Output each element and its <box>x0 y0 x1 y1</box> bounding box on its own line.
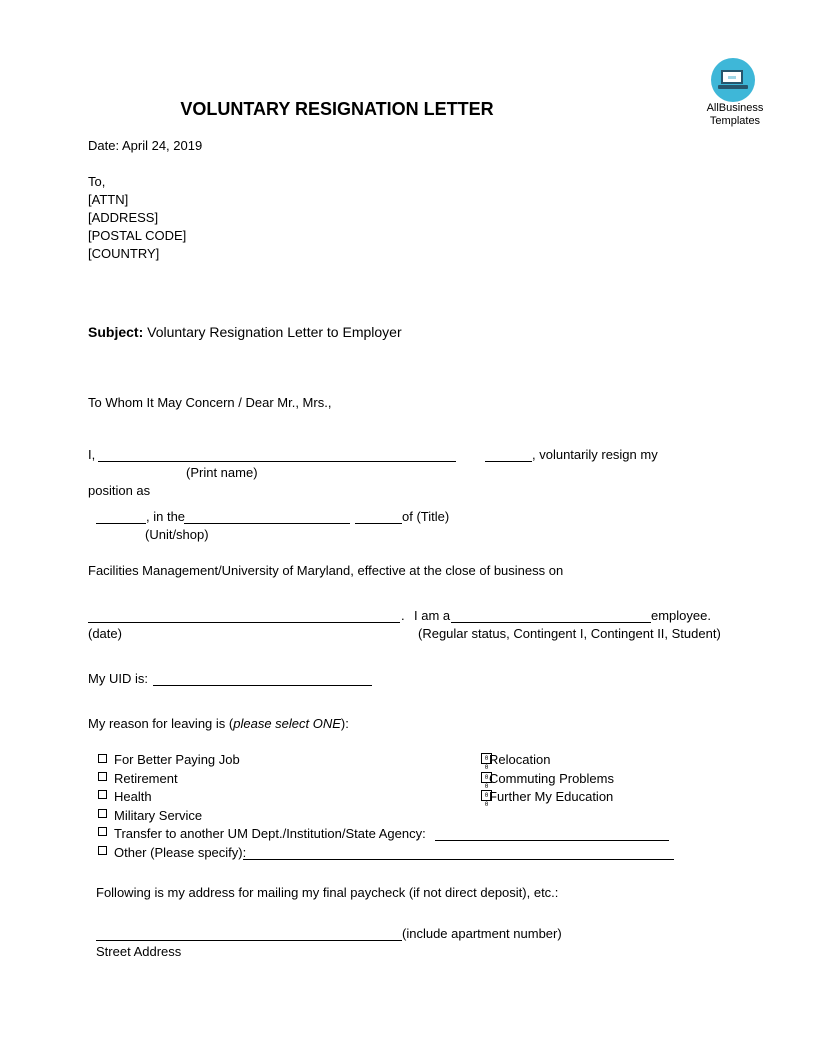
employee-status-field[interactable] <box>451 622 651 623</box>
mailing-intro: Following is my address for mailing my final paycheck (if not direct deposit), etc.: <box>96 885 559 900</box>
checkbox-military-service[interactable] <box>98 809 107 818</box>
option-further-education: Further My Education <box>489 789 614 804</box>
facilities-text: Facilities Management/University of Maryland, effective at the close of business on <box>88 563 564 578</box>
street-address-field[interactable] <box>96 940 402 941</box>
reason-suffix: ): <box>340 716 349 731</box>
subject-line <box>88 324 402 340</box>
position-field[interactable] <box>96 523 146 524</box>
reason-prefix: My reason for leaving is ( <box>88 716 234 731</box>
title-field[interactable] <box>355 523 402 524</box>
option-relocation: Relocation <box>489 752 551 767</box>
other-specify-field[interactable] <box>243 859 674 860</box>
transfer-field[interactable] <box>435 840 669 841</box>
checkbox-further-education[interactable]: 0 0 <box>481 790 492 801</box>
uid-field[interactable] <box>153 685 372 686</box>
apartment-note: (include apartment number) <box>402 926 562 941</box>
logo-line2: Templates <box>709 115 761 127</box>
address-attn: [ATTN] <box>88 192 129 207</box>
subject-text: Voluntary Resignation Letter to Employer <box>143 324 402 340</box>
option-transfer: Transfer to another UM Dept./Institution/State Agency: <box>114 826 426 841</box>
laptop-base <box>718 85 748 89</box>
checkbox-other[interactable] <box>98 846 107 855</box>
period: . <box>401 608 405 623</box>
reason-prompt <box>88 716 349 732</box>
subject-label: Subject <box>88 324 139 340</box>
option-retirement: Retirement <box>114 771 178 786</box>
allbusiness-templates-logo <box>700 58 770 132</box>
checkbox-health[interactable] <box>98 790 107 799</box>
logo-text <box>700 102 770 128</box>
checkbox-relocation[interactable]: 0 0 <box>481 753 492 764</box>
option-other: Other (Please specify): <box>114 845 247 860</box>
checkbox-better-paying-job[interactable] <box>98 754 107 763</box>
employee-number-field[interactable] <box>485 461 532 462</box>
logo-badge <box>711 58 755 102</box>
street-address-label: Street Address <box>96 944 182 959</box>
status-options-label: (Regular status, Contingent I, Contingent II, Student) <box>418 626 721 641</box>
effective-date-field[interactable] <box>88 622 400 623</box>
unit-shop-label: (Unit/shop) <box>145 527 209 542</box>
document-title: VOLUNTARY RESIGNATION LETTER <box>180 99 494 119</box>
i-am-a-label: I am a <box>414 608 451 623</box>
checkbox-retirement[interactable] <box>98 772 107 781</box>
unit-shop-field[interactable] <box>184 523 350 524</box>
in-the-label: , in the <box>146 509 186 524</box>
resign-text: , voluntarily resign my <box>532 447 658 462</box>
checkbox-transfer[interactable] <box>98 827 107 836</box>
i-prefix: I, <box>88 447 96 462</box>
print-name-field[interactable] <box>98 461 456 462</box>
option-health: Health <box>114 789 152 804</box>
option-commuting-problems: Commuting Problems <box>489 771 614 786</box>
print-name-label: (Print name) <box>186 465 258 480</box>
of-title-label: of (Title) <box>402 509 450 524</box>
greeting: To Whom It May Concern / Dear Mr., Mrs., <box>88 395 332 410</box>
laptop-icon <box>721 70 743 84</box>
position-as-label: position as <box>88 483 151 498</box>
date-line: Date: April 24, 2019 <box>88 138 203 153</box>
address-postal-code: [POSTAL CODE] <box>88 228 187 243</box>
date-label: (date) <box>88 626 122 641</box>
uid-label: My UID is: <box>88 671 148 686</box>
option-military-service: Military Service <box>114 808 203 823</box>
reason-emphasis: please select ONE <box>233 716 341 731</box>
option-better-paying-job: For Better Paying Job <box>114 752 240 767</box>
checkbox-commuting-problems[interactable]: 0 0 <box>481 772 492 783</box>
logo-line1: AllBusiness <box>706 102 764 114</box>
address-country: [COUNTRY] <box>88 246 160 261</box>
address-to: To, <box>88 174 106 189</box>
subject-sep: : <box>138 324 144 340</box>
employee-label: employee. <box>651 608 711 623</box>
address-address: [ADDRESS] <box>88 210 159 225</box>
